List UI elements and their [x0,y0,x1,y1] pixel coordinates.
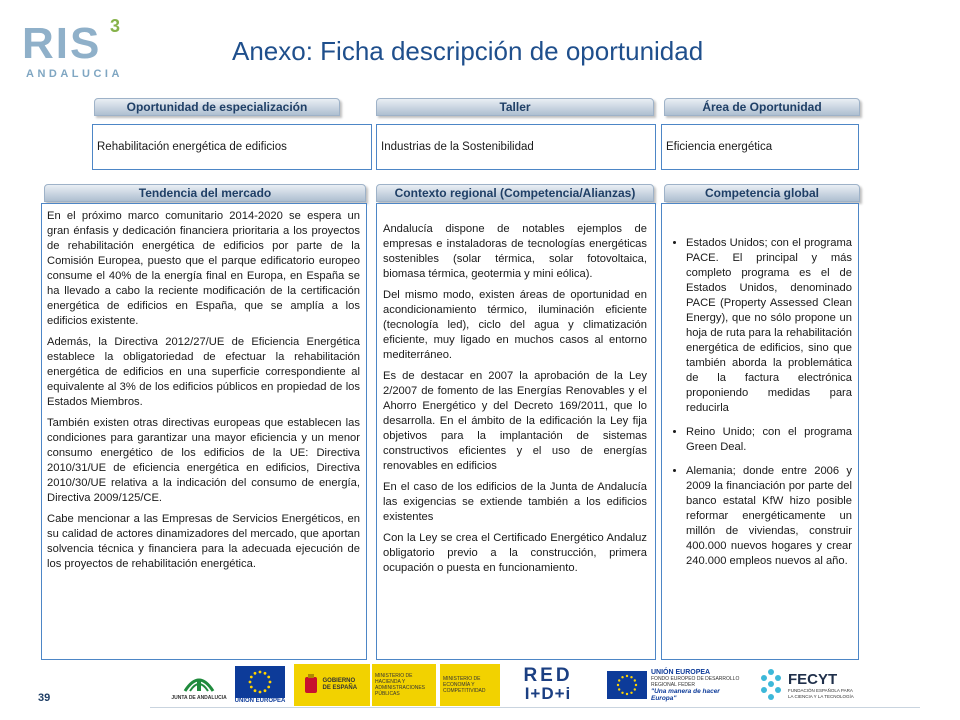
feder-title: UNIÓN EUROPEA [651,668,711,676]
oportunidad-header: Oportunidad de especialización [94,98,340,116]
competencia-item: • Reino Unido; con el programa Green Deal. [686,425,852,455]
fecyt-logo [756,664,856,706]
feder-sub: FONDO EUROPEO DE DESARROLLO REGIONAL FEDER [651,675,740,688]
competencia-list [672,236,852,569]
taller-value [376,124,656,170]
gobierno-logo [294,664,370,706]
eu-flag-icon [235,666,285,698]
contexto-paragraph: Andalucía dispone de notables ejemplos de empresas e instaladoras de tecnologías energéticas sostenibles (solar térmica, solar fotovoltaica, biomasa térmica, geotermia y mini eólica). [383,223,647,280]
tendencia-paragraph: También existen otras directivas europeas que establecen las condiciones para garantizar una mayor eficiencia y un menor consumo energético de los edificios de la UE: Directiva 2010/31/UE de eficiencia energética en edificios, Directiva 2010/30/UE relativa a la indicación del consumo de energía, Directiva 2009/125/CE. [47,417,360,504]
feder-logo [606,664,746,706]
spain-shield-icon [302,673,320,697]
minhap-logo [372,664,436,706]
page-title: Anexo: Ficha descripción de oportunidad [232,36,704,66]
competencia-panel [661,203,859,660]
tendencia-paragraph: En el próximo marco comunitario 2014-2020 se espera un gran énfasis y dedicación financiera prioritaria a los proyectos de rehabilitación energética de edificios por parte de la Comisión Europea, puesto que el parque edificatorio europeo consume el 40% de la energía final en Europa, en España se ha llevado a cabo la reciente modificación de la certificación energética de edificios en España, que se amplía a los edificios existente. [47,210,360,327]
feder-text-block [651,669,745,702]
competencia-item: • Alemania; donde entre 2006 y 2009 la financiación por parte del banco estatal KfW hizo posible reformar energéticamente un millón de viviendas, construir 400.000 nuevos hogares y crear 240.000 empleos nuevos al año. [686,464,852,569]
page-number: 39 [38,692,51,704]
junta-emblem-icon [181,669,217,695]
junta-andalucia-logo [168,664,230,706]
contexto-paragraph: Es de destacar en 2007 la aprobación de la Ley 2/2007 de fomento de las Energías Renovables y el Ahorro Energético y del Decreto 169/2011, que lo desarrolla. En el ámbito de la edificación la Ley fija objetivos para la implantación de sistemas constructivos eficientes y el uso de energías renovables en edificios [383,370,647,472]
fecyt-sub: FUNDACIÓN ESPAÑOLA PARA LA CIENCIA Y LA TECNOLOGÍA [788,688,854,699]
fecyt-dots-icon [758,668,784,702]
idi-text: I+D+i [524,684,572,703]
area-header: Área de Oportunidad [664,98,860,116]
logo-superscript: 3 [110,16,121,36]
fecyt-text-block [788,671,854,699]
area-text: Eficiencia energética [666,141,773,153]
contexto-panel [376,203,656,660]
eu-flag-feder-icon [607,671,647,699]
competencia-item: • Estados Unidos; con el programa PACE. El principal y más completo programa es el de Estados Unidos, denominado PACE (Property Assessed Clean Energy), que no sólo propone un hoja de ruta para la rehabilitación energética de edificios, sino que también aborda la problemática de la factura electrónica proponiendo medidas para reducirla [686,236,852,416]
contexto-paragraph: En el caso de los edificios de la Junta de Andalucía las exigencias se extiende también a los edificios existentes [383,481,647,523]
junta-text: JUNTA DE ANDALUCIA [171,694,227,701]
area-value [661,124,859,170]
tendencia-paragraph: Cabe mencionar a las Empresas de Servicios Energéticos, en su calidad de actores dinamizadores del mercado, que aportan solvencia técnica y financiera para la adecuada ejecución de los proyectos de rehabilitación energética. [47,513,360,570]
taller-header: Taller [376,98,654,116]
ue-text: UNIÓN EUROPEA [234,697,286,704]
contexto-paragraph: Con la Ley se crea el Certificado Energético Andaluz obligatorio previo a la construcción, primera ocupación o puesta en funcionamiento. [383,532,647,574]
contexto-header: Contexto regional (Competencia/Alianzas) [376,184,654,202]
feder-slogan: "Una manera de hacer Europa" [651,687,720,702]
mineco-logo [440,664,500,706]
contexto-paragraph: Del mismo modo, existen áreas de oportunidad en acondicionamiento térmico, iluminación eficiente (tecnología led), ciclo del agua y climatización eficiente, muy ligado en muchos casos al entorno mediterráneo. [383,289,647,361]
mineco-text: MINISTERIO DE ECONOMÍA Y COMPETITIVIDAD [443,676,486,694]
oportunidad-value [92,124,372,170]
gobierno-text: GOBIERNO DE ESPAÑA [322,678,358,691]
tendencia-paragraph: Además, la Directiva 2012/27/UE de Eficiencia Energética establece la obligatoriedad de efectuar la rehabilitación energética de edificios en una superficie correspondiente al equivalente al 3% de los edificios públicos en propiedad de los Estados Miembros. [47,336,360,408]
tendencia-header: Tendencia del mercado [44,184,366,202]
fecyt-title: FECYT [788,671,838,688]
ris3-logo [22,16,132,82]
logo-region: ANDALUCIA [26,68,123,80]
taller-text: Industrias de la Sostenibilidad [381,141,534,153]
tendencia-panel [41,203,367,660]
ue-logo [232,664,288,706]
oportunidad-text: Rehabilitación energética de edificios [97,141,287,153]
competencia-header: Competencia global [664,184,860,202]
red-text: RED [523,665,573,686]
footer-divider [150,707,920,708]
red-idi-logo [506,664,590,706]
minhap-text: MINISTERIO DE HACIENDA Y ADMINISTRACIONES PÚBLICAS [375,673,426,697]
logo-brand: RIS [22,19,102,68]
